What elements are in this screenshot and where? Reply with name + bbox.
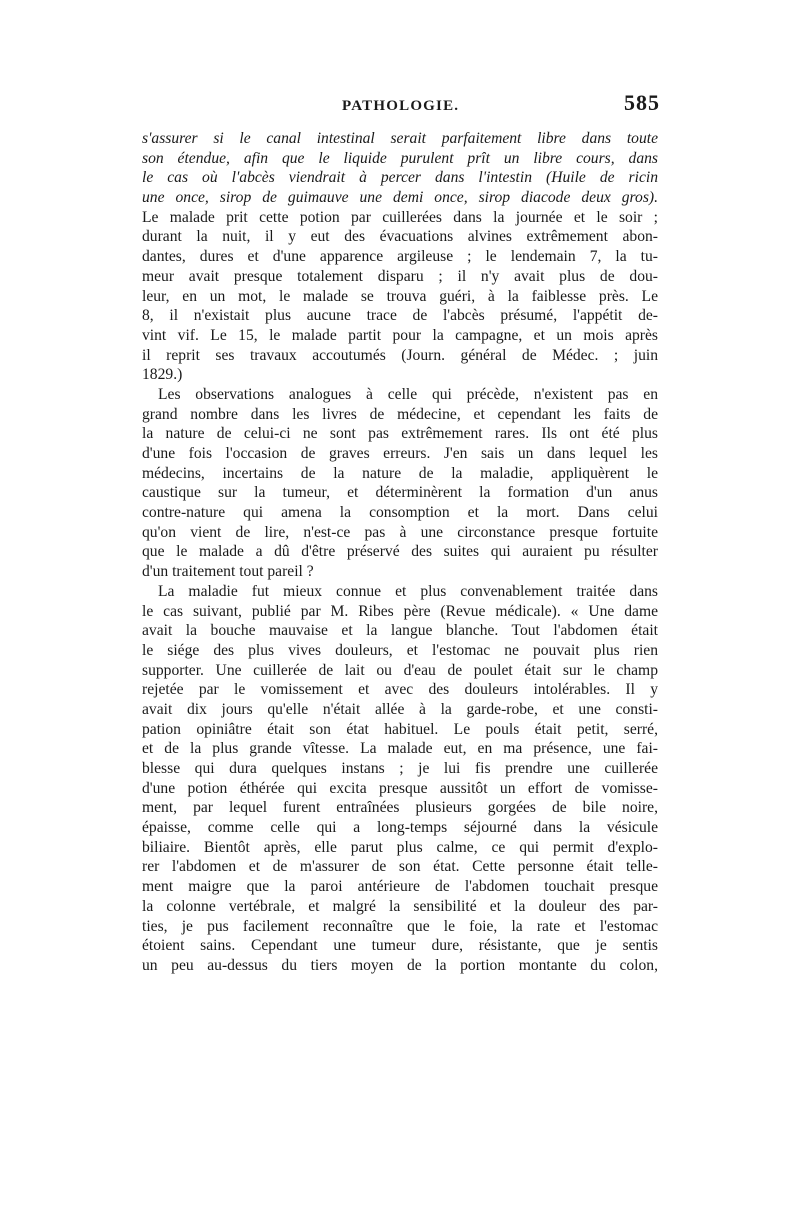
text-line: contre-nature qui amena la consomption et la mort. Dans celui [142, 504, 658, 522]
text-line: la nature de celui-ci ne sont pas extrêmement rares. Ils ont été plus [142, 425, 658, 443]
text-line: ment, par lequel furent entraînées plusieurs gorgées de bile noire, [142, 799, 658, 817]
text-line: s'assurer si le canal intestinal serait parfaitement libre dans toute [142, 130, 658, 147]
text-line: rer l'abdomen et de m'assurer de son état. Cette personne était telle- [142, 858, 658, 876]
text-line: le cas où l'abcès viendrait à percer dans l'intestin (Huile de ricin [142, 169, 658, 187]
text-line: ment maigre que la paroi antérieure de l'abdomen touchait presque [142, 878, 658, 896]
text-line: 1829.) [142, 366, 183, 384]
text-line: blesse qui dura quelques instans ; je lui fis prendre une cuillerée [142, 760, 658, 777]
text-line: médecins, incertains de la nature de la maladie, appliquèrent le [142, 464, 658, 482]
text-line: avait la bouche mauvaise et la langue blanche. Tout l'abdomen était [142, 622, 658, 640]
text-line: grand nombre dans les livres de médecine, et cependant les faits de [142, 405, 658, 423]
text-line: Le malade prit cette potion par cuillerées dans la journée et le soir ; [142, 208, 658, 226]
text-line: que le malade a dû d'être préservé des suites qui auraient pu résulter [142, 543, 658, 561]
text-line: une once, sirop de guimauve une demi once, sirop diacode deux gros). [142, 189, 658, 207]
text-line: rejetée par le vomissement et avec des douleurs intolérables. Il y [142, 681, 658, 699]
running-title: PATHOLOGIE. [342, 98, 460, 114]
text-line: avait dix jours qu'elle n'était allée à la garde-robe, et une consti- [142, 700, 658, 718]
text-line: durant la nuit, il y eut des évacuations alvines extrêmement abon- [142, 228, 658, 246]
text-line: qu'on vient de lire, n'est-ce pas à une circonstance presque fortuite [142, 523, 658, 541]
text-line: supporter. Une cuillerée de lait ou d'eau de poulet était sur le champ [142, 661, 658, 679]
text-line: le cas suivant, publié par M. Ribes père (Revue médicale). « Une dame [142, 602, 658, 620]
text-line: d'une potion éthérée qui excita presque aussitôt un effort de vomisse- [142, 779, 658, 797]
text-line: et de la plus grande vîtesse. La malade eut, en ma présence, une fai- [142, 740, 658, 758]
text-line: son étendue, afin que le liquide purulent prît un libre cours, dans [142, 149, 658, 167]
running-header [140, 92, 660, 122]
text-line: leur, en un mot, le malade se trouva guéri, à la faiblesse près. Le [142, 287, 658, 305]
text-line: épaisse, comme celle qui a long-temps séjourné dans la vésicule [142, 819, 658, 837]
text-line: dantes, dures et d'une apparence argileuse ; le lendemain 7, la tu- [142, 248, 658, 266]
text-line: caustique sur la tumeur, et déterminèrent la formation d'un anus [142, 484, 658, 502]
text-line: d'une fois l'occasion de graves erreurs. J'en sais un dans lequel les [142, 445, 658, 462]
text-line: le siége des plus vives douleurs, et l'estomac ne pouvait plus rien [142, 641, 658, 659]
text-line: ties, je pus facilement reconnaître que le foie, la rate et l'estomac [142, 917, 658, 935]
text-line: La maladie fut mieux connue et plus convenablement traitée dans [158, 582, 658, 600]
page-number: 585 [624, 90, 660, 115]
text-line: meur avait presque totalement disparu ; il n'y avait plus de dou- [142, 267, 658, 285]
text-line: pation opiniâtre était son état habituel. Le pouls était petit, serré, [142, 720, 658, 738]
text-line: il reprit ses travaux accoutumés (Journ. général de Médec. ; juin [142, 346, 658, 364]
text-line: un peu au-dessus du tiers moyen de la portion montante du colon, [142, 956, 658, 974]
text-line: vint vif. Le 15, le malade partit pour la campagne, et un mois après [142, 326, 658, 344]
text-line: étoient sains. Cependant une tumeur dure, résistante, que je sentis [142, 937, 658, 955]
text-line: Les observations analogues à celle qui précède, n'existent pas en [158, 385, 658, 403]
text-line: biliaire. Bientôt après, elle parut plus calme, ce qui permit d'explo- [142, 838, 658, 856]
text-line: la colonne vertébrale, et malgré la sensibilité et la douleur des par- [142, 897, 658, 915]
body-text [142, 129, 658, 976]
text-line: 8, il n'existait plus aucune trace de l'abcès présumé, l'appétit de- [142, 307, 658, 325]
text-line: d'un traitement tout pareil ? [142, 563, 314, 581]
